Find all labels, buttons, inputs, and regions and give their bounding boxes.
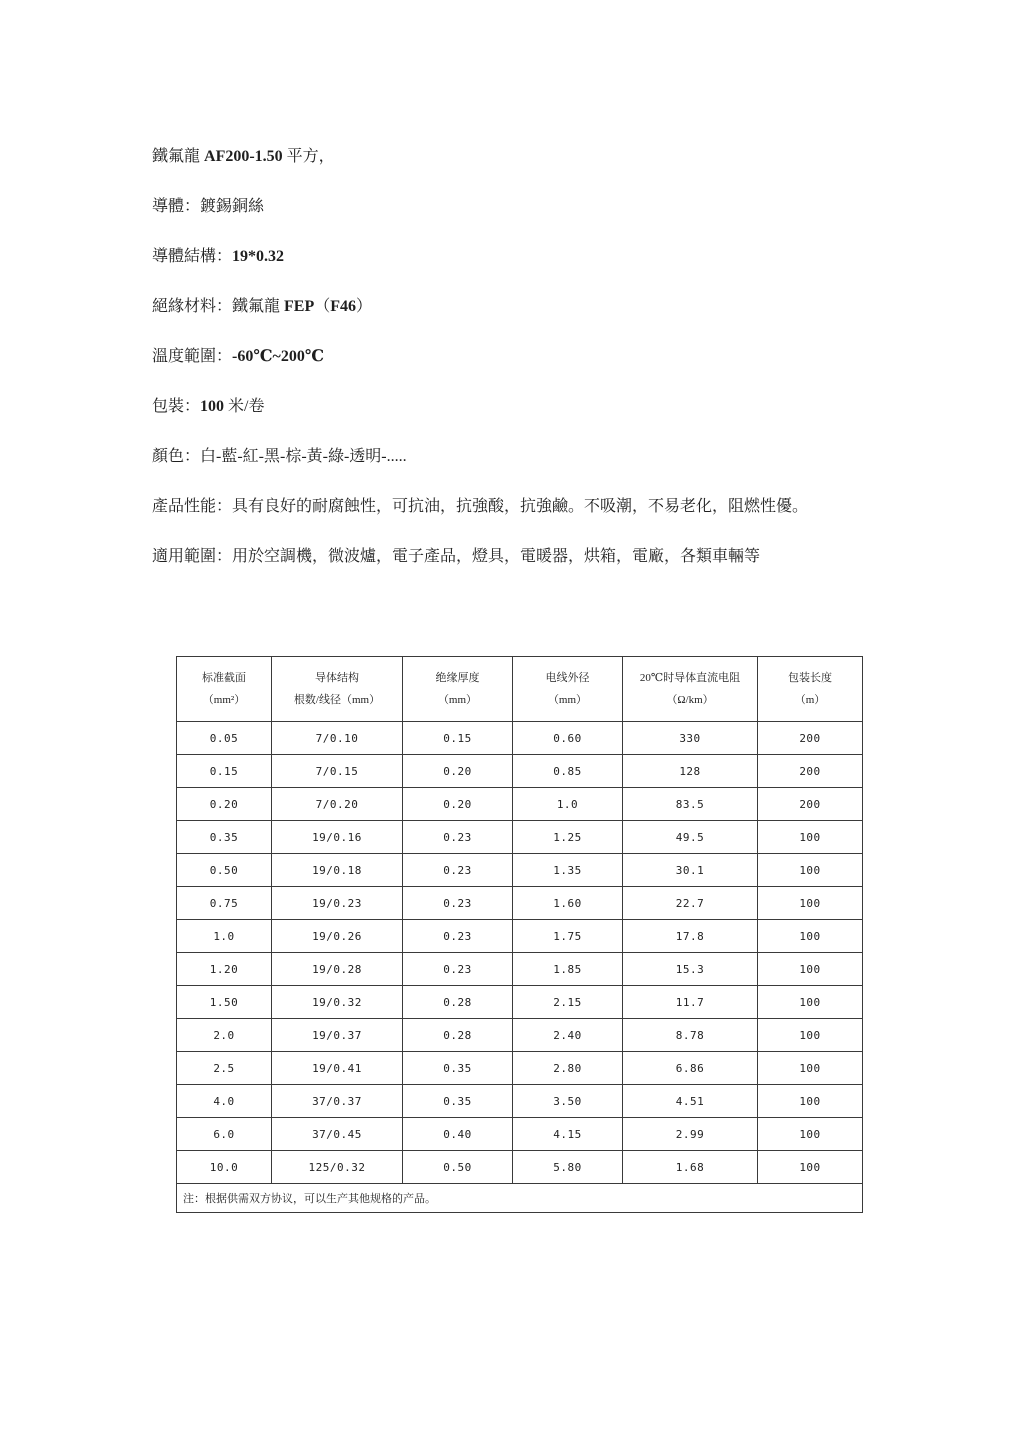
table-cell: 37/0.37 <box>272 1085 403 1118</box>
table-cell: 2.40 <box>513 1019 623 1052</box>
table-cell: 22.7 <box>623 887 758 920</box>
table-cell: 0.35 <box>403 1085 513 1118</box>
paragraph-segment: 鐵氟龍 <box>152 148 205 165</box>
paragraph-segment: 100 <box>200 398 225 415</box>
paragraph <box>152 146 867 168</box>
table-cell: 10.0 <box>177 1151 272 1184</box>
table-cell: 19/0.23 <box>272 887 403 920</box>
table-cell: 30.1 <box>623 854 758 887</box>
paragraph-segment: （ <box>314 298 331 315</box>
table-cell: 330 <box>623 722 758 755</box>
paragraph-segment: F46 <box>330 298 357 315</box>
header-line1: 电线外径 <box>545 672 590 684</box>
table-cell: 19/0.41 <box>272 1052 403 1085</box>
table-cell: 19/0.32 <box>272 986 403 1019</box>
header-line2: （m） <box>794 694 826 706</box>
table-cell: 15.3 <box>623 953 758 986</box>
paragraph-segment: 19*0.32 <box>232 248 285 265</box>
table-cell: 19/0.16 <box>272 821 403 854</box>
table-cell: 0.85 <box>513 755 623 788</box>
table-cell: 0.20 <box>403 788 513 821</box>
table-row <box>177 1085 863 1118</box>
table-cell: 1.50 <box>177 986 272 1019</box>
paragraph-segment: 導體：鍍錫銅絲 <box>152 198 265 215</box>
table-cell: 0.50 <box>177 854 272 887</box>
header-line2: （mm²） <box>202 694 246 706</box>
table-cell: 0.20 <box>177 788 272 821</box>
paragraph-segment: 產品性能：具有良好的耐腐蝕性，可抗油，抗強酸，抗強鹼。不吸潮，不易老化，阻燃性優。 <box>152 498 809 515</box>
paragraph <box>152 196 867 218</box>
table-cell: 100 <box>758 986 863 1019</box>
paragraph <box>152 346 867 368</box>
header-line1: 包装长度 <box>788 672 832 684</box>
table-cell: 100 <box>758 1085 863 1118</box>
paragraph-segment: -60℃~200℃ <box>232 348 325 365</box>
table-cell: 0.23 <box>403 953 513 986</box>
paragraph-segment: 溫度範圍： <box>152 348 233 365</box>
paragraph-segment: FEP <box>284 298 315 315</box>
table-cell: 19/0.18 <box>272 854 403 887</box>
table-cell: 100 <box>758 821 863 854</box>
table-header-cell <box>623 657 758 722</box>
table-cell: 200 <box>758 755 863 788</box>
table-row <box>177 755 863 788</box>
paragraph-segment: 適用範圍：用於空調機，微波爐，電子產品，燈具，電暖器，烘箱，電廠，各類車輛等 <box>152 548 761 565</box>
table-cell: 100 <box>758 1019 863 1052</box>
table-cell: 19/0.37 <box>272 1019 403 1052</box>
paragraph-segment: 絕緣材料：鐵氟龍 <box>152 298 285 315</box>
table-cell: 1.60 <box>513 887 623 920</box>
paragraph-segment: 米/卷 <box>224 398 265 415</box>
table-cell: 1.75 <box>513 920 623 953</box>
table-cell: 6.86 <box>623 1052 758 1085</box>
table-row <box>177 1118 863 1151</box>
table-cell: 0.28 <box>403 1019 513 1052</box>
table-cell: 0.20 <box>403 755 513 788</box>
paragraph-segment: 包裝： <box>152 398 201 415</box>
paragraph <box>152 496 867 518</box>
table-cell: 4.51 <box>623 1085 758 1118</box>
table-note: 注：根据供需双方协议，可以生产其他规格的产品。 <box>177 1184 863 1213</box>
paragraph-segment: 導體結構： <box>152 248 233 265</box>
table-cell: 4.15 <box>513 1118 623 1151</box>
table-cell: 4.0 <box>177 1085 272 1118</box>
table-cell: 0.28 <box>403 986 513 1019</box>
table-cell: 19/0.28 <box>272 953 403 986</box>
table-header-cell <box>272 657 403 722</box>
table-row <box>177 788 863 821</box>
paragraph-segment: AF200-1.50 <box>204 148 283 165</box>
table-cell: 100 <box>758 920 863 953</box>
table-cell: 100 <box>758 1118 863 1151</box>
table-cell: 100 <box>758 1151 863 1184</box>
table-cell: 0.23 <box>403 821 513 854</box>
header-line2: （mm） <box>437 694 478 706</box>
table-cell: 17.8 <box>623 920 758 953</box>
table-cell: 7/0.20 <box>272 788 403 821</box>
table-cell: 0.15 <box>177 755 272 788</box>
table-cell: 0.40 <box>403 1118 513 1151</box>
paragraph <box>152 446 867 468</box>
table-note-row <box>177 1184 863 1213</box>
table-cell: 1.0 <box>177 920 272 953</box>
table-cell: 2.80 <box>513 1052 623 1085</box>
table-cell: 100 <box>758 1052 863 1085</box>
table-row <box>177 1019 863 1052</box>
table-cell: 128 <box>623 755 758 788</box>
paragraph <box>152 246 867 268</box>
header-line1: 标准截面 <box>202 672 246 684</box>
table-cell: 83.5 <box>623 788 758 821</box>
spec-table-wrap <box>176 656 862 1213</box>
table-row <box>177 1151 863 1184</box>
table-cell: 7/0.10 <box>272 722 403 755</box>
table-cell: 200 <box>758 722 863 755</box>
table-cell: 1.25 <box>513 821 623 854</box>
table-cell: 49.5 <box>623 821 758 854</box>
table-row <box>177 920 863 953</box>
table-cell: 100 <box>758 953 863 986</box>
table-header-cell <box>403 657 513 722</box>
table-cell: 11.7 <box>623 986 758 1019</box>
table-cell: 2.5 <box>177 1052 272 1085</box>
table-cell: 0.50 <box>403 1151 513 1184</box>
header-line2: （mm） <box>547 694 588 706</box>
header-line1: 导体结构 <box>315 672 359 684</box>
paragraph <box>152 546 867 568</box>
table-cell: 1.35 <box>513 854 623 887</box>
table-cell: 1.68 <box>623 1151 758 1184</box>
table-cell: 200 <box>758 788 863 821</box>
table-cell: 0.23 <box>403 920 513 953</box>
paragraph-segment: ） <box>356 298 373 315</box>
table-cell: 19/0.26 <box>272 920 403 953</box>
table-cell: 3.50 <box>513 1085 623 1118</box>
table-cell: 0.23 <box>403 887 513 920</box>
header-line1: 绝缘厚度 <box>435 672 480 684</box>
table-header-cell <box>758 657 863 722</box>
table-header-cell <box>177 657 272 722</box>
table-cell: 1.0 <box>513 788 623 821</box>
header-line2: （Ω/km） <box>666 694 714 706</box>
table-cell: 0.35 <box>177 821 272 854</box>
table-row <box>177 887 863 920</box>
table-cell: 2.99 <box>623 1118 758 1151</box>
table-cell: 0.15 <box>403 722 513 755</box>
table-cell: 2.0 <box>177 1019 272 1052</box>
spec-table <box>176 656 863 1213</box>
table-cell: 100 <box>758 887 863 920</box>
paragraph-segment: 顏色：白-藍-紅-黑-棕-黃-綠-透明-..... <box>152 448 407 465</box>
table-cell: 1.85 <box>513 953 623 986</box>
table-row <box>177 1052 863 1085</box>
paragraph <box>152 296 867 318</box>
table-row <box>177 854 863 887</box>
table-cell: 100 <box>758 854 863 887</box>
table-row <box>177 722 863 755</box>
table-cell: 6.0 <box>177 1118 272 1151</box>
header-line2: 根数/线径（mm） <box>293 694 381 706</box>
table-cell: 1.20 <box>177 953 272 986</box>
table-cell: 125/0.32 <box>272 1151 403 1184</box>
header-line1: 20℃时导体直流电阻 <box>639 672 741 684</box>
table-cell: 37/0.45 <box>272 1118 403 1151</box>
table-row <box>177 821 863 854</box>
table-cell: 5.80 <box>513 1151 623 1184</box>
table-cell: 0.60 <box>513 722 623 755</box>
table-cell: 0.23 <box>403 854 513 887</box>
table-header-cell <box>513 657 623 722</box>
table-cell: 8.78 <box>623 1019 758 1052</box>
table-cell: 2.15 <box>513 986 623 1019</box>
paragraph <box>152 396 867 418</box>
table-cell: 7/0.15 <box>272 755 403 788</box>
table-cell: 0.35 <box>403 1052 513 1085</box>
table-header-row <box>177 657 863 722</box>
paragraph-segment: 平方， <box>282 148 335 165</box>
table-cell: 0.75 <box>177 887 272 920</box>
spec-paragraphs <box>152 146 867 568</box>
table-cell: 0.05 <box>177 722 272 755</box>
table-row <box>177 953 863 986</box>
table-row <box>177 986 863 1019</box>
